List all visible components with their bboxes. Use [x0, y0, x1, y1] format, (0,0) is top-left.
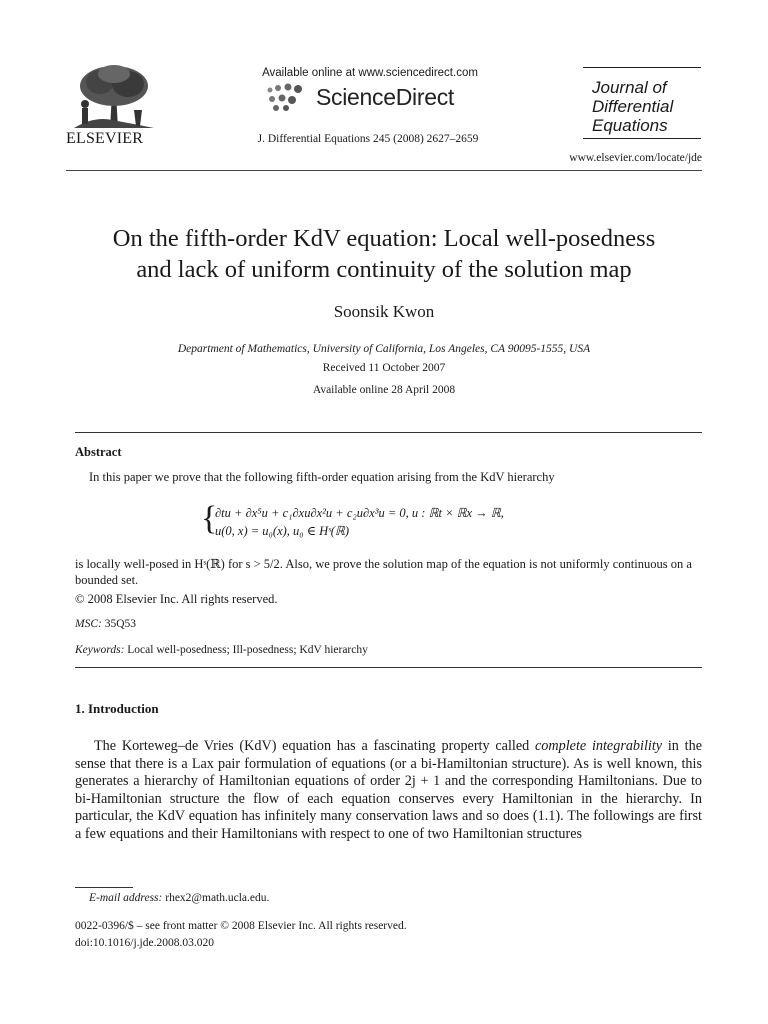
intro-text-2: in the sense that there is a Lax pair formulation of equations (or a bi-Hamiltonian structure). As is well known, this generates a hierarchy of Hamiltonian equations of order 2j + 1 and the corresponding Hamiltonians. Due to bi-Hamiltonian structure the flow of each equation conserves every Hamiltonian in the hierarchy. In particular, the KdV equation has infinitely many conservation laws and so does (1.1). The followings are first a few equations and their Hamiltonians with respect to one of two Hamiltonian structures [75, 738, 702, 842]
abstract-copyright: © 2008 Elsevier Inc. All rights reserved. [75, 592, 278, 606]
journal-citation: J. Differential Equations 245 (2008) 2627–2659 [257, 133, 479, 145]
abstract-intro: In this paper we prove that the following fifth-order equation arising from the KdV hierarchy [89, 470, 555, 484]
abstract-heading: Abstract [75, 445, 122, 459]
publisher-name: ELSEVIER [66, 130, 144, 147]
journal-url[interactable]: www.elsevier.com/locate/jde [569, 152, 702, 164]
keywords-value: Local well-posedness; Ill-posedness; KdV hierarchy [127, 644, 368, 656]
intro-text-1: The Korteweg–de Vries (KdV) equation has a fascinating property called [94, 738, 535, 754]
author-affiliation: Department of Mathematics, University of California, Los Angeles, CA 90095-1555, USA [177, 343, 591, 355]
msc-label: MSC: [75, 618, 102, 630]
article-title-line-1: On the fifth-order KdV equation: Local well-posedness [112, 225, 656, 252]
abstract-result: is locally well-posed in Hˢ(ℝ) for s > 5/2. Also, we prove the solution map of the equation is not uniformly continuous on a bounded set. [75, 557, 692, 587]
sciencedirect-logo [262, 82, 492, 112]
doi-line[interactable]: doi:10.1016/j.jde.2008.03.020 [75, 937, 214, 949]
abstract-top-rule [75, 432, 702, 433]
email-label: E-mail address: [89, 892, 163, 904]
author-name: Soonsik Kwon [333, 302, 435, 321]
header-rule [66, 170, 702, 171]
issn-line: 0022-0396/$ – see front matter © 2008 Elsevier Inc. All rights reserved. [75, 920, 407, 932]
received-date: Received 11 October 2007 [322, 362, 446, 374]
equation-line-1: ∂tu + ∂x⁵u + c₁∂xu∂x²u + c₂u∂x³u = 0, u : ℝt × ℝx → ℝ, [215, 506, 504, 520]
equation-line-2: u(0, x) = u₀(x), u₀ ∈ Hˢ(ℝ) [215, 524, 350, 538]
msc-classification [75, 618, 136, 630]
footnote-rule [75, 887, 133, 888]
journal-title-line-3: Equations [592, 116, 668, 135]
article-title [40, 223, 728, 285]
keywords [75, 644, 368, 656]
author-email [89, 892, 269, 904]
keywords-label: Keywords: [75, 644, 125, 656]
online-date: Available online 28 April 2008 [312, 384, 456, 396]
msc-value: 35Q53 [104, 618, 137, 630]
equation-brace: { [201, 500, 218, 537]
journal-title-line-2: Differential [592, 97, 674, 116]
available-online-notice: Available online at www.sciencedirect.com [262, 67, 478, 79]
email-value[interactable]: rhex2@math.ucla.edu. [165, 892, 270, 904]
intro-emphasis: complete integrability [534, 738, 663, 754]
keywords-bottom-rule [75, 667, 702, 668]
section-heading-introduction: 1. Introduction [75, 701, 159, 716]
introduction-paragraph [75, 738, 702, 843]
sciencedirect-wordmark: ScienceDirect [316, 84, 454, 110]
journal-title-line-1: Journal of [592, 78, 667, 97]
article-title-line-2: and lack of uniform continuity of the solution map [136, 256, 632, 283]
